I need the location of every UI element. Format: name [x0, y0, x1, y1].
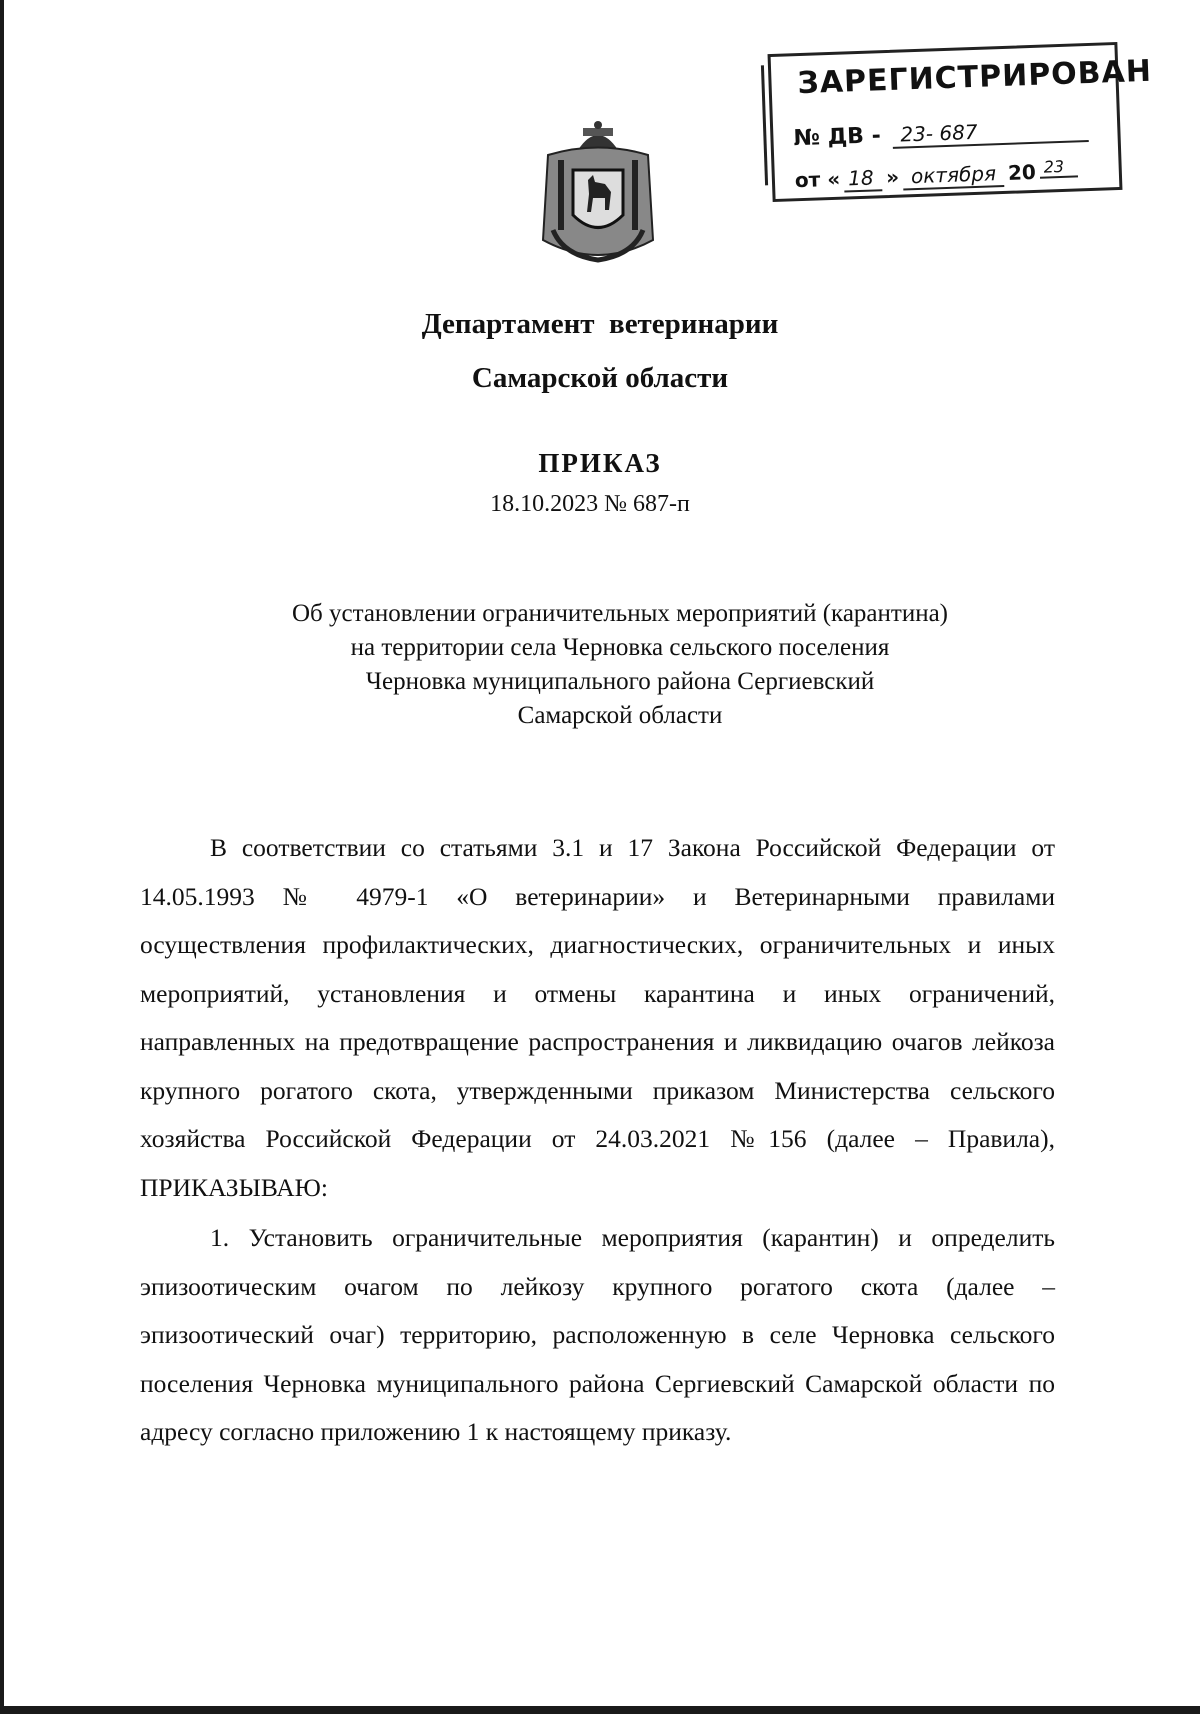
order-title: ПРИКАЗ	[538, 448, 662, 478]
stamp-side-line	[761, 65, 768, 185]
department-name-line1: Департамент ветеринарии	[421, 308, 779, 340]
stamp-date-mid: »	[885, 164, 900, 190]
stamp-date-year-handwritten: 23	[1039, 156, 1078, 178]
stamp-title: ЗАРЕГИСТРИРОВАН	[796, 53, 1153, 102]
registration-stamp	[768, 42, 1153, 202]
subject-line: на территории села Черновка сельского поселения	[350, 634, 890, 661]
stamp-date-prefix: от «	[794, 166, 841, 193]
scan-left-edge	[0, 0, 4, 1714]
subject-line: Черновка муниципального района Сергиевский	[365, 668, 875, 695]
stamp-date-month: октября	[903, 161, 1005, 191]
body-paragraph-2: 1. Установить ограничительные мероприятия (карантин) и определить эпизоотическим очагом по лейкозу крупного рогатого скота (далее – эпизоотический очаг) территорию, расположенную в селе Черновка сельского поселения Черновка муниципального района Сергиевский Самарской области по адресу согласно приложению 1 к настоящему приказу.	[140, 1223, 1055, 1446]
stamp-number-handwritten: 23- 687	[892, 116, 1089, 149]
subject-line: Самарской области	[517, 702, 723, 729]
scan-bottom-edge	[0, 1706, 1200, 1714]
samara-coat-of-arms-icon	[533, 120, 663, 270]
subject-line: Об установлении ограничительных мероприятий (карантина)	[291, 600, 949, 627]
stamp-number-row	[793, 116, 1093, 152]
stamp-number-prefix: № ДВ -	[793, 123, 882, 152]
order-date-number: 18.10.2023 № 687-п	[490, 491, 690, 517]
stamp-date-year-printed: 20	[1007, 159, 1037, 185]
stamp-date-row	[794, 156, 1082, 194]
order-subject	[220, 597, 1020, 733]
department-name-line2: Самарской области	[471, 362, 729, 394]
stamp-date-day: 18	[844, 165, 883, 192]
body-paragraph-1: В соответствии со статьями 3.1 и 17 Закона Российской Федерации от 14.05.1993 № 4979-1 «О ветеринарии» и Ветеринарными правилами осуществления профилактических, диагностических, ограничительных и иных мероприятий, установления и отмены карантина и иных ограничений, направленных на предотвращение распространения и ликвидацию очагов лейкоза крупного рогатого скота, утвержденными приказом Министерства сельского хозяйства Российской Федерации от 24.03.2021 №156 (далее – Правила), ПРИКАЗЫВАЮ:	[140, 833, 1055, 1202]
